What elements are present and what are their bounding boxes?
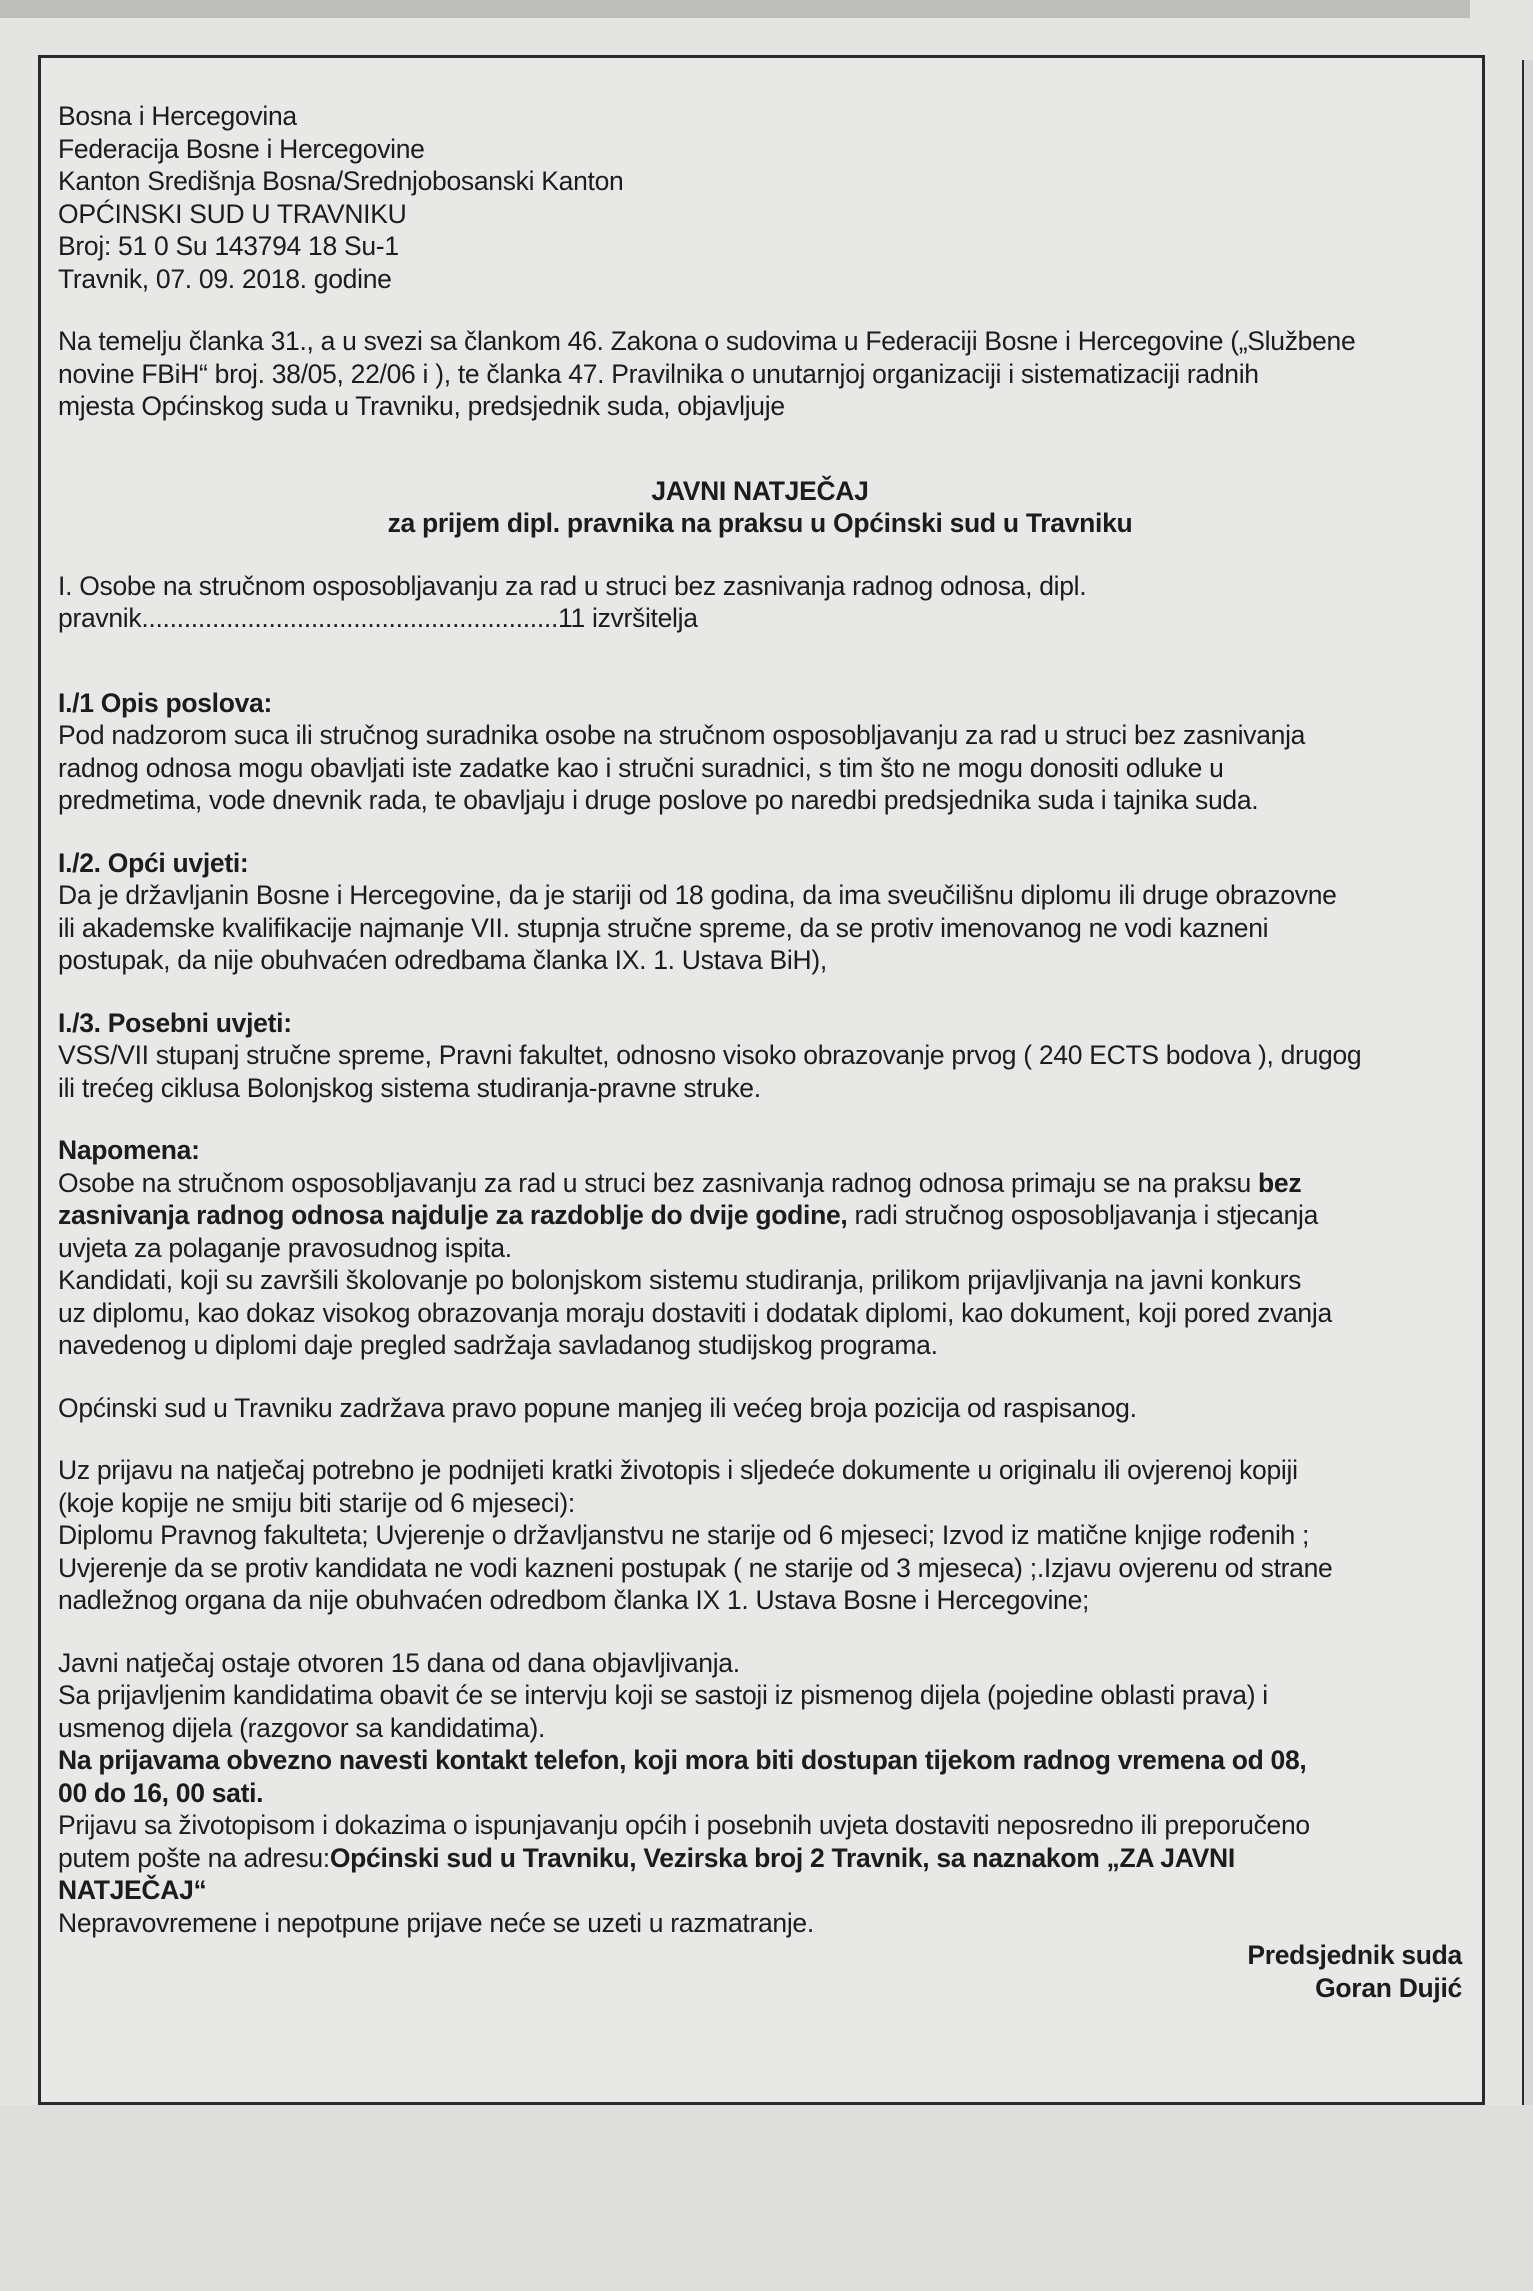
section-line: Nepravovremene i nepotpune prijave neće se uzeti u razmatranje. [58, 1907, 814, 1938]
section-line: Diplomu Pravnog fakulteta; Uvjerenje o državljanstvu ne starije od 6 mjeseci; Izvod iz matične knjige rođenih ; [58, 1520, 1310, 1550]
signature-role: Predsjednik suda [1247, 1940, 1462, 1970]
section-heading: I./2. Opći uvjeti: [58, 847, 249, 878]
header-line: OPĆINSKI SUD U TRAVNIKU [58, 198, 407, 229]
section-line [58, 1167, 1462, 1200]
issuer-header [58, 100, 1462, 295]
section-line [58, 1842, 1462, 1875]
section-pravo [58, 1392, 1462, 1425]
newspaper-edge [1522, 60, 1533, 2160]
intro-line: mjesta Općinskog suda u Travniku, predsjednik suda, objavljuje [58, 391, 785, 421]
emphasis-run: bez [1258, 1167, 1302, 1198]
section-line: ili akademske kvalifikacije najmanje VII. stupnja stručne spreme, da se protiv imenovanog ne vodi kazneni [58, 912, 1269, 943]
section-line: nadležnog organa da nije obuhvaćen odredbom članka IX 1. Ustava Bosne i Hercegovine; [58, 1585, 1090, 1615]
section-napomena [58, 1134, 1462, 1362]
intro-line: Na temelju članka 31., a u svezi sa člankom 46. Zakona o sudovima u Federaciji Bosne i Hercegovine („Službene [58, 326, 1356, 356]
section-line: Općinski sud u Travniku zadržava pravo popune manjeg ili većeg broja pozicija od raspisanog. [58, 1392, 1137, 1423]
public-notice [38, 55, 1485, 2105]
section-line: radnog odnosa mogu obavljati iste zadatke kao i stručni suradnici, s tim što ne mogu donositi odluke u [58, 752, 1224, 783]
section-heading: I./1 Opis poslova: [58, 687, 273, 718]
emphasis-run: zasnivanja radnog odnosa najdulje za razdoblje do dvije godine, [58, 1200, 848, 1230]
section-line: Kandidati, koji su završili školovanje po bolonjskom sistemu studiranja, prilikom prijavljivanja na javni konkurs [58, 1265, 1302, 1295]
section-line: postupak, da nije obuhvaćen odredbama članka IX. 1. Ustava BiH), [58, 945, 827, 975]
section-i [58, 570, 1462, 635]
date-line: Travnik, 07. 09. 2018. godine [58, 263, 392, 294]
section-line: Prijavu sa životopisom i dokazima o ispunjavanju općih i posebnih uvjeta dostaviti neposredno ili preporučeno [58, 1810, 1310, 1840]
section-line: Uz prijavu na natječaj potrebno je podnijeti kratki životopis i sljedeće dokumente u originalu ili ovjerenoj kopiji [58, 1455, 1298, 1485]
section-line: (koje kopije ne smiju biti starije od 6 mjeseci): [58, 1487, 575, 1518]
text-run: Osobe na stručnom osposobljavanju za rad u struci bez zasnivanja radnog odnosa primaju se na praksu [58, 1167, 1259, 1198]
section-heading: Napomena: [58, 1135, 200, 1165]
signature-name: Goran Dujić [1315, 1972, 1462, 2003]
section-line [58, 1199, 1462, 1232]
title-line: JAVNI NATJEČAJ [651, 475, 869, 506]
section-line: navedenog u diplomi daje pregled sadržaja savladanog studijskog programa. [58, 1330, 938, 1360]
section-line: I. Osobe na stručnom osposobljavanju za rad u struci bez zasnivanja radnog odnosa, dipl. [58, 570, 1087, 601]
section-line: predmetima, vode dnevnik rada, te obavljaju i druge poslove po naredbi predsjednika suda i tajnika suda. [58, 785, 1259, 815]
contact-requirement: Na prijavama obvezno navesti kontakt telefon, koji mora biti dostupan tijekom radnog vremena od 08, [58, 1745, 1307, 1775]
signature-block [58, 1939, 1462, 2004]
section-line: uvjeta za polaganje pravosudnog ispita. [58, 1232, 512, 1263]
section-line: Sa prijavljenim kandidatima obavit će se intervju koji se sastoji iz pismenog dijela (pojedine oblasti prava) i [58, 1680, 1268, 1710]
section-line: VSS/VII stupanj stručne spreme, Pravni fakultet, odnosno visoko obrazovanje prvog ( 240 ECTS bodova ), drugog [58, 1040, 1362, 1070]
intro-line: novine FBiH“ broj. 38/05, 22/06 i ), te članka 47. Pravilnika o unutarnjoj organizaciji i sistematizaciji radnih [58, 358, 1259, 389]
header-line: Bosna i Hercegovina [58, 101, 297, 131]
case-number: Broj: 51 0 Su 143794 18 Su-1 [58, 231, 399, 261]
header-line: Kanton Središnja Bosna/Srednjobosanski Kanton [58, 166, 624, 196]
section-zavrsno [58, 1647, 1462, 1940]
contact-requirement: 00 do 16, 00 sati. [58, 1777, 264, 1808]
section-prijava [58, 1454, 1462, 1617]
section-line: uz diplomu, kao dokaz visokog obrazovanja moraju dostaviti i dodatak diplomi, kao dokument, koji pored zvanja [58, 1297, 1332, 1328]
section-line: Pod nadzorom suca ili stručnog suradnika osobe na stručnom osposobljavanju za rad u struci bez zasnivanja [58, 720, 1306, 750]
section-line: Uvjerenje da se protiv kandidata ne vodi kazneni postupak ( ne starije od 3 mjeseca) ;.Izjavu ovjerenu od strane [58, 1552, 1333, 1583]
section-posebni-uvjeti [58, 1007, 1462, 1105]
section-opis-poslova [58, 687, 1462, 817]
address-run: Općinski sud u Travniku, Vezirska broj 2 Travnik, sa naznakom „ZA JAVNI [329, 1842, 1235, 1873]
section-line: pravnik...........................................................11 izvršitelja [58, 603, 698, 633]
text-run: radi stručnog osposobljavanja i stjecanja [847, 1200, 1319, 1230]
section-heading: I./3. Posebni uvjeti: [58, 1007, 292, 1038]
notice-title [58, 475, 1462, 540]
intro-paragraph [58, 325, 1462, 423]
newspaper-top-strip [0, 0, 1470, 18]
text-run: putem pošte na adresu: [58, 1842, 330, 1873]
newspaper-bottom [0, 2105, 1533, 2291]
section-line: Javni natječaj ostaje otvoren 15 dana od dana objavljivanja. [58, 1647, 740, 1678]
section-line: usmenog dijela (razgovor sa kandidatima). [58, 1712, 546, 1743]
subtitle-line: za prijem dipl. pravnika na praksu u Općinski sud u Travniku [387, 508, 1133, 538]
section-line: ili trećeg ciklusa Bolonjskog sistema studiranja-pravne struke. [58, 1072, 761, 1103]
header-line: Federacija Bosne i Hercegovine [58, 133, 425, 164]
address-line: NATJEČAJ“ [58, 1875, 207, 1905]
section-line: Da je državljanin Bosne i Hercegovine, da je stariji od 18 godina, da ima sveučilišnu diplomu ili druge obrazovne [58, 880, 1337, 910]
section-opci-uvjeti [58, 847, 1462, 977]
